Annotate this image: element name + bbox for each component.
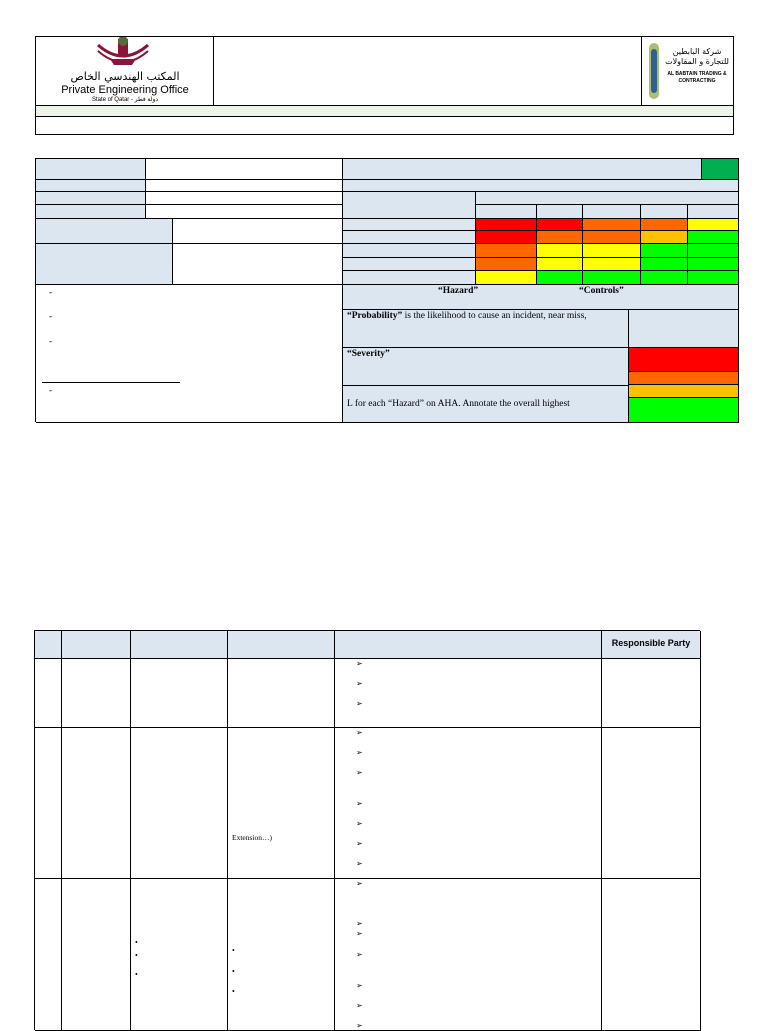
label-cell-6 [36,244,173,285]
row3-c4-bullet-1: • [232,946,235,955]
controls-word: “Controls” [579,286,624,296]
risk-cell-r1-c1 [476,219,537,231]
row1-c3 [131,659,228,728]
severity-word: “Severity” [347,349,390,359]
babtain-english-name: AL BABTAIN TRADING & CONTRACTING [667,71,727,84]
rac-header-cell [343,159,702,180]
row3-c3 [131,879,228,1031]
row3-arrow-3: ➢ [356,929,363,938]
row3-arrow-7: ➢ [356,1021,363,1030]
col-header-4 [228,631,335,659]
value-cell-6 [173,244,343,285]
label-cell-4 [36,205,146,219]
probability-word: “Probability” [347,311,403,321]
probability-definition [347,310,587,322]
row3-c4-bullet-3: • [232,987,235,996]
row3-arrow-1: ➢ [356,879,363,888]
label-cell-2 [36,180,146,192]
severity-row-4 [343,258,476,271]
risk-cell-r5-c2 [537,271,583,285]
risk-cell-r4-c1 [476,258,537,271]
row2-arrow-2: ➢ [356,748,363,757]
row2-c4 [228,728,335,879]
pe-office-english-name: Private Engineering Office [61,84,189,96]
row2-arrow-4: ➢ [356,799,363,808]
hazard-word: “Hazard” [438,286,479,296]
row3-arrow-4: ➢ [356,950,363,959]
severity-row-2 [343,231,476,244]
risk-cell-r5-c3 [583,271,641,285]
row3-c1 [35,879,62,1031]
rac-definition: L for each “Hazard” on AHA. Annotate the overall highest [347,399,570,409]
notes-cell [36,285,343,423]
probability-legend-cell [629,310,739,348]
risk-cell-r3-c4 [641,244,688,258]
pe-office-state: State of Qatar - دولة قطر [91,97,159,103]
rac-definition-cell [343,386,629,423]
row1-c4 [228,659,335,728]
prob-col-4 [641,205,688,219]
prob-col-5 [688,205,739,219]
risk-cell-r2-c4 [641,231,688,244]
row3-arrow-6: ➢ [356,1001,363,1010]
header-title-cell [214,37,642,105]
row2-arrow-7: ➢ [356,859,363,868]
row2-c2 [62,728,131,879]
row1-controls [335,659,602,728]
risk-cell-r2-c5 [688,231,739,244]
qatar-emblem-icon [88,37,158,73]
risk-cell-r2-c1 [476,231,537,244]
risk-cell-r3-c1 [476,244,537,258]
risk-cell-r5-c4 [641,271,688,285]
row3-c3-bullet-3: • [135,970,138,979]
severity-definition-cell [343,348,629,386]
rac-indicator-cell [702,159,739,180]
risk-cell-r2-c2 [537,231,583,244]
row2-arrow-6: ➢ [356,839,363,848]
babtain-emblem-icon [647,39,661,103]
risk-cell-r4-c5 [688,258,739,271]
risk-cell-r5-c1 [476,271,537,285]
label-cell-1 [36,159,146,180]
note-dash-2: - [49,312,53,322]
row2-c3 [131,728,228,879]
row3-c3-bullet-1: • [135,938,138,947]
note-dash-1: - [49,288,53,298]
risk-cell-r4-c4 [641,258,688,271]
value-cell-5 [173,219,343,244]
note-dash-4: - [49,386,53,396]
row1-c2 [62,659,131,728]
severity-row-3 [343,244,476,258]
row1-arrow-2: ➢ [356,679,363,688]
probability-header-span [476,192,739,205]
row3-c4-bullet-2: • [232,967,235,976]
row1-arrow-3: ➢ [356,699,363,708]
probability-definition-cell [343,310,629,348]
risk-cell-r1-c4 [641,219,688,231]
rac-subheader-cell [343,180,739,192]
risk-cell-r2-c3 [583,231,641,244]
col-header-5 [335,631,602,659]
row1-responsible [602,659,701,728]
label-cell-5 [36,219,173,244]
col-header-3 [131,631,228,659]
row3-arrow-2: ➢ [356,919,363,928]
row2-arrow-5: ➢ [356,819,363,828]
pe-office-logo [36,37,214,105]
col-header-1 [35,631,62,659]
pe-office-arabic-name: المكتب الهندسي الخاص [70,70,180,83]
header-box [35,36,734,135]
severity-row-5 [343,271,476,285]
row2-c1 [35,728,62,879]
row3-responsible [602,879,701,1031]
col-header-responsible [602,631,701,659]
row2-arrow-3: ➢ [356,768,363,777]
value-cell-4 [146,205,343,219]
prob-col-2 [537,205,583,219]
risk-cell-r3-c5 [688,244,739,258]
babtain-logo [642,37,733,105]
risk-cell-r5-c5 [688,271,739,285]
row1-arrow-1: ➢ [356,659,363,668]
aha-table [34,630,700,1030]
risk-cell-r3-c3 [583,244,641,258]
responsible-party-label: Responsible Party [611,638,691,648]
label-cell-3 [36,192,146,205]
row2-responsible [602,728,701,879]
severity-label-cell [343,192,476,219]
value-cell-1 [146,159,343,180]
prob-col-3 [583,205,641,219]
row3-c2 [62,879,131,1031]
row3-arrow-5: ➢ [356,981,363,990]
header-divider-2 [36,116,733,117]
note-underline [42,382,180,383]
row3-c4 [228,879,335,1031]
probability-text: is the likelihood to cause an incident, near miss, [402,311,587,321]
aha-info-block [35,158,739,422]
col-header-2 [62,631,131,659]
row2-controls [335,728,602,879]
rac-legend-yellow [629,385,739,398]
rac-legend-red [629,348,739,372]
hazard-controls-cell [343,285,739,310]
risk-cell-r1-c5 [688,219,739,231]
severity-row-1 [343,219,476,231]
value-cell-2 [146,180,343,192]
risk-cell-r1-c2 [537,219,583,231]
note-dash-3: - [49,337,53,347]
row1-c1 [35,659,62,728]
babtain-arabic-name: شركة البابطين للتجارة و المقاولات [665,47,729,66]
row3-c3-bullet-2: • [135,951,138,960]
prob-col-1 [476,205,537,219]
rac-legend-orange [629,372,739,385]
row2-extension-text: Extension…) [232,833,272,842]
rac-legend-green [629,398,739,423]
risk-cell-r4-c3 [583,258,641,271]
row2-arrow-1: ➢ [356,728,363,737]
header-bar [36,106,733,116]
value-cell-3 [146,192,343,205]
row3-controls [335,879,602,1031]
risk-cell-r1-c3 [583,219,641,231]
risk-cell-r4-c2 [537,258,583,271]
risk-matrix [476,219,739,285]
risk-cell-r3-c2 [537,244,583,258]
